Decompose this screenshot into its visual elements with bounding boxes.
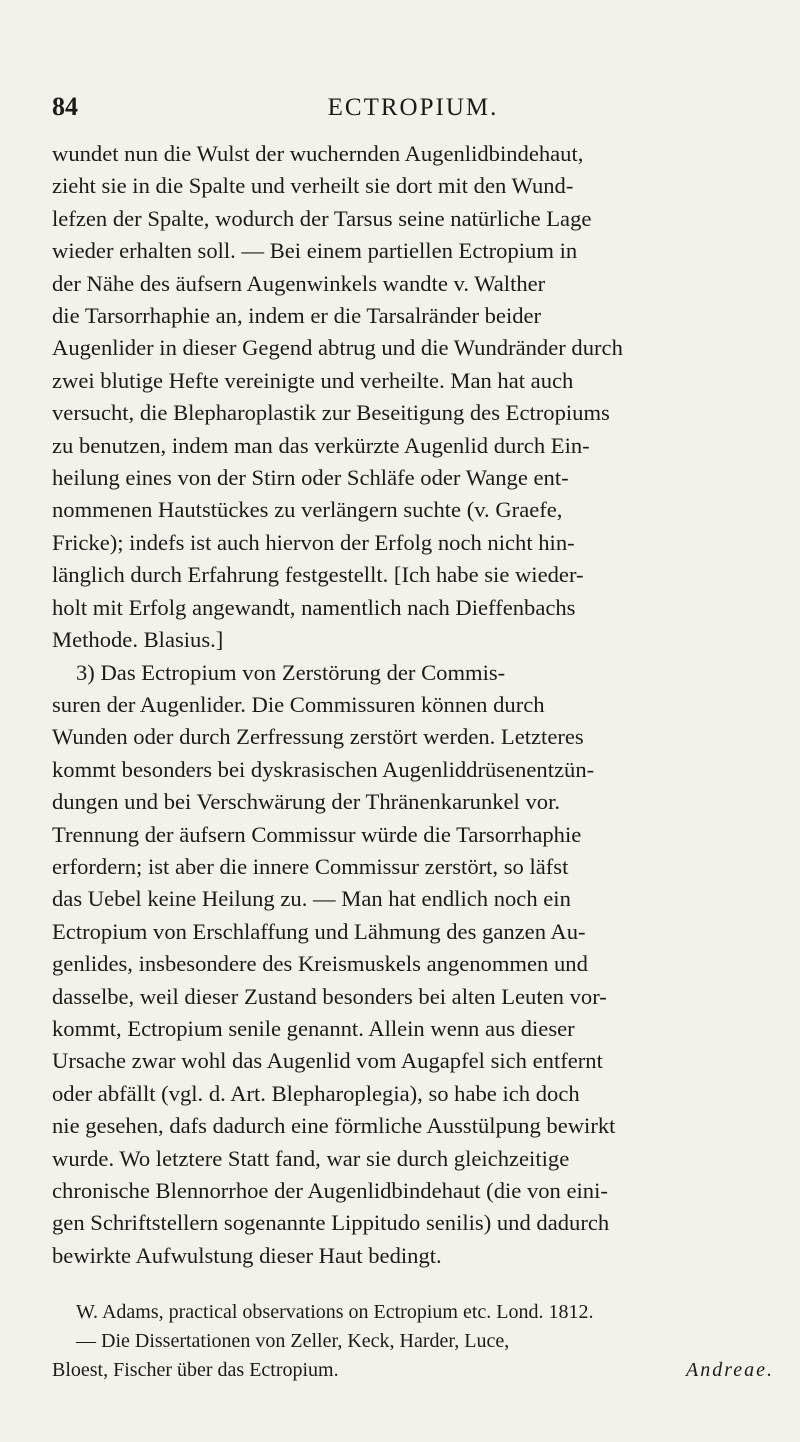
text-line: nommenen Hautstückes zu verlängern suchte (v. Graefe, [52, 497, 563, 523]
reference-text: Bloest, Fischer über das Ectropium. [52, 1359, 339, 1381]
reference-line [52, 1356, 774, 1385]
running-title: ECTROPIUM. [327, 94, 499, 121]
author-signature: Andreae. [685, 1359, 774, 1381]
text-line: kommt, Ectropium senile genannt. Allein wenn aus dieser [52, 1015, 575, 1041]
body-text [52, 138, 774, 1272]
references [52, 1298, 774, 1385]
page-header [52, 92, 774, 128]
text-line: die Tarsorrhaphie an, indem er die Tarsalränder beider [52, 303, 542, 329]
text-line: Methode. Blasius.] [52, 627, 224, 653]
text-line: nie gesehen, dafs dadurch eine förmliche Ausstülpung bewirkt [52, 1113, 616, 1139]
text-line: Wunden oder durch Zerfressung zerstört werden. Letzteres [52, 724, 584, 750]
section-heading-line: 3) Das Ectropium von Zerstörung der Commis- [76, 659, 506, 685]
text-line: Ectropium von Erschlaffung und Lähmung des ganzen Au- [52, 918, 586, 944]
text-line: der Nähe des äufsern Augenwinkels wandte v. Walther [52, 270, 546, 296]
text-line: genlides, insbesondere des Kreismuskels angenommen und [52, 951, 588, 977]
text-line: versucht, die Blepharoplastik zur Beseitigung des Ectropiums [52, 400, 610, 426]
text-line: holt mit Erfolg angewandt, namentlich nach Dieffenbachs [52, 594, 576, 620]
text-line: länglich durch Erfahrung festgestellt. [Ich habe sie wieder- [52, 562, 584, 588]
text-line: chronische Blennorrhoe der Augenlidbindehaut (die von eini- [52, 1178, 608, 1203]
text-line: wieder erhalten soll. — Bei einem partiellen Ectropium in [52, 238, 578, 264]
text-line: wurde. Wo letztere Statt fand, war sie durch gleichzeitige [52, 1145, 570, 1171]
text-line: dungen und bei Verschwärung der Thränenkarunkel vor. [52, 789, 561, 815]
text-line: zwei blutige Hefte vereinigte und verheilte. Man hat auch [52, 367, 574, 393]
reference-line: — Die Dissertationen von Zeller, Keck, Harder, Luce, [76, 1330, 510, 1352]
text-line: zu benutzen, indem man das verkürzte Augenlid durch Ein- [52, 432, 590, 458]
text-line: erfordern; ist aber die innere Commissur zerstört, so läfst [52, 853, 569, 879]
text-line: lefzen der Spalte, wodurch der Tarsus seine natürliche Lage [52, 205, 592, 231]
text-line: kommt besonders bei dyskrasischen Augenliddrüsenentzün- [52, 756, 595, 782]
text-line: suren der Augenlider. Die Commissuren können durch [52, 691, 545, 717]
text-line: dasselbe, weil dieser Zustand besonders bei alten Leuten vor- [52, 983, 607, 1009]
text-line: Augenlider in dieser Gegend abtrug und die Wundränder durch [52, 335, 623, 361]
text-line: heilung eines von der Stirn oder Schläfe oder Wange ent- [52, 465, 569, 491]
text-line: Ursache zwar wohl das Augenlid vom Augapfel sich entfernt [52, 1048, 603, 1074]
text-line: gen Schriftstellern sogenannte Lippitudo senilis) und dadurch [52, 1210, 610, 1236]
text-line: zieht sie in die Spalte und verheilt sie dort mit den Wund- [52, 173, 574, 199]
text-line: das Uebel keine Heilung zu. — Man hat endlich noch ein [52, 886, 571, 912]
text-line: bewirkte Aufwulstung dieser Haut bedingt. [52, 1242, 442, 1268]
text-line: Fricke); indefs ist auch hiervon der Erfolg noch nicht hin- [52, 529, 575, 555]
page-number: 84 [52, 92, 78, 121]
text-line: wundet nun die Wulst der wuchernden Augenlidbindehaut, [52, 141, 584, 166]
text-line: Trennung der äufsern Commissur würde die Tarsorrhaphie [52, 821, 582, 847]
text-line: oder abfällt (vgl. d. Art. Blepharoplegia), so habe ich doch [52, 1080, 580, 1106]
reference-line: W. Adams, practical observations on Ectropium etc. Lond. 1812. [76, 1301, 594, 1323]
